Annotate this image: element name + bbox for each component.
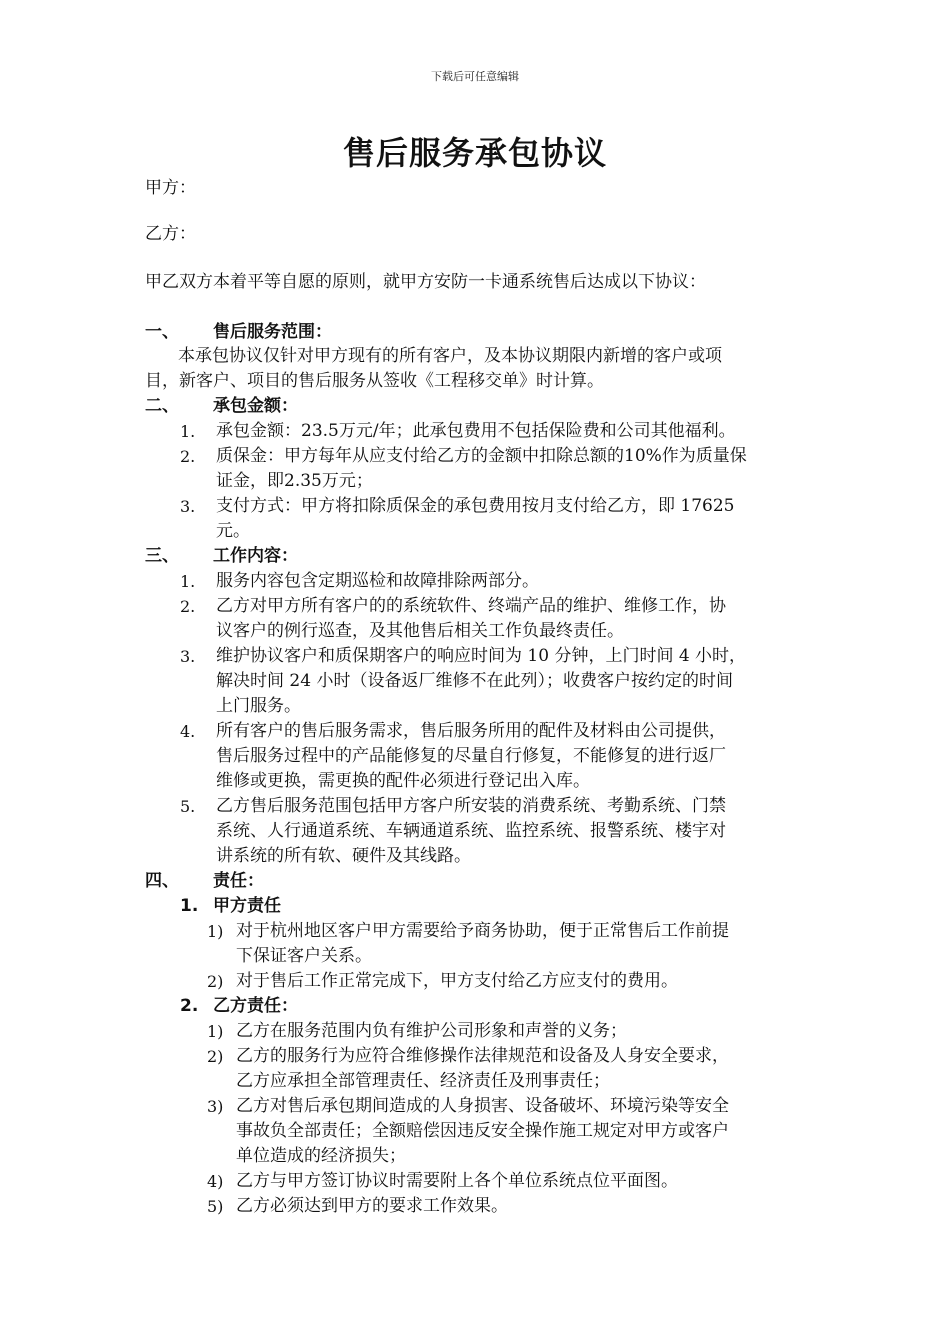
list-item-number: 5) [207, 1197, 224, 1216]
list-item-text: 对于杭州地区客户甲方需要给予商务协助，便于正常售后工作前提 [236, 921, 729, 941]
list-item-text: 下保证客户关系。 [236, 946, 372, 966]
party-a-label: 甲方： [145, 178, 196, 198]
list-item-text: 所有客户的售后服务需求，售后服务所用的配件及材料由公司提供， [216, 721, 726, 741]
subsection-2-number: 2. [180, 996, 199, 1016]
list-item-text: 对于售后工作正常完成下，甲方支付给乙方应支付的费用。 [236, 971, 678, 991]
list-item-number: 3. [180, 647, 196, 666]
subsection-1-heading: 甲方责任 [213, 896, 281, 916]
list-item-text: 维护协议客户和质保期客户的响应时间为 10 分钟，上门时间 4 小时， [216, 646, 747, 666]
list-item-text: 支付方式：甲方将扣除质保金的承包费用按月支付给乙方，即 17625 [216, 496, 735, 516]
section-4-number: 四、 [145, 871, 179, 891]
list-item-number: 3. [180, 497, 196, 516]
list-item-text: 承包金额：23.5万元/年；此承包费用不包括保险费和公司其他福利。 [216, 421, 736, 441]
section-3-number: 三、 [145, 546, 179, 566]
list-item-text: 讲系统的所有软、硬件及其线路。 [216, 846, 471, 866]
list-item-text: 乙方对甲方所有客户的的系统软件、终端产品的维护、维修工作，协 [216, 596, 726, 616]
page-title: 售后服务承包协议 [342, 134, 607, 172]
list-item-number: 4) [207, 1172, 224, 1191]
subsection-1-number: 1. [180, 896, 199, 916]
subsection-2-heading: 乙方责任： [213, 996, 298, 1016]
list-item-text: 乙方与甲方签订协议时需要附上各个单位系统点位平面图。 [236, 1171, 678, 1191]
list-item-text: 维修或更换，需更换的配件必须进行登记出入库。 [216, 771, 590, 791]
list-item-text: 事故负全部责任；全额赔偿因违反安全操作施工规定对甲方或客户 [236, 1121, 729, 1141]
list-item-text: 议客户的例行巡查，及其他售后相关工作负最终责任。 [216, 621, 624, 641]
list-item-text: 乙方售后服务范围包括甲方客户所安装的消费系统、考勤系统、门禁 [216, 796, 726, 816]
section-1-text-line: 本承包协议仅针对甲方现有的所有客户，及本协议期限内新增的客户或项 [178, 346, 722, 366]
list-item-text: 上门服务。 [216, 696, 301, 716]
list-item-text: 元。 [216, 521, 250, 541]
list-item-number: 1. [180, 422, 196, 441]
section-4-heading: 责任： [213, 871, 264, 891]
list-item-text: 服务内容包含定期巡检和故障排除两部分。 [216, 571, 539, 591]
list-item-text: 乙方应承担全部管理责任、经济责任及刑事责任； [236, 1071, 610, 1091]
list-item-number: 2) [207, 1047, 224, 1066]
list-item-text: 单位造成的经济损失； [236, 1146, 406, 1166]
intro-paragraph: 甲乙双方本着平等自愿的原则，就甲方安防一卡通系统售后达成以下协议： [145, 272, 706, 292]
section-1-heading: 售后服务范围： [213, 322, 332, 342]
header-note: 下载后可任意编辑 [431, 70, 519, 83]
list-item-number: 4. [180, 722, 196, 741]
section-1-number: 一、 [145, 322, 179, 342]
list-item-number: 1) [207, 922, 224, 941]
section-1-text-line: 目，新客户、项目的售后服务从签收《工程移交单》时计算。 [145, 371, 604, 391]
list-item-number: 2. [180, 447, 196, 466]
list-item-text: 解决时间 24 小时（设备返厂维修不在此列）；收费客户按约定的时间 [216, 671, 733, 691]
section-2-number: 二、 [145, 396, 179, 416]
list-item-text: 乙方的服务行为应符合维修操作法律规范和设备及人身安全要求， [236, 1046, 729, 1066]
list-item-number: 2. [180, 597, 196, 616]
list-item-text: 售后服务过程中的产品能修复的尽量自行修复，不能修复的进行返厂 [216, 746, 726, 766]
list-item-text: 证金，即2.35万元； [216, 471, 373, 491]
list-item-number: 1. [180, 572, 196, 591]
list-item-number: 1) [207, 1022, 224, 1041]
list-item-number: 5. [180, 797, 196, 816]
section-2-heading: 承包金额： [213, 396, 298, 416]
list-item-text: 乙方必须达到甲方的要求工作效果。 [236, 1196, 508, 1216]
party-b-label: 乙方： [145, 224, 196, 244]
list-item-number: 3) [207, 1097, 224, 1116]
list-item-text: 乙方在服务范围内负有维护公司形象和声誉的义务； [236, 1021, 627, 1041]
list-item-text: 质保金：甲方每年从应支付给乙方的金额中扣除总额的10%作为质量保 [216, 446, 747, 466]
list-item-text: 乙方对售后承包期间造成的人身损害、设备破坏、环境污染等安全 [236, 1096, 729, 1116]
list-item-text: 系统、人行通道系统、车辆通道系统、监控系统、报警系统、楼宇对 [216, 821, 726, 841]
list-item-number: 2) [207, 972, 224, 991]
section-3-heading: 工作内容： [213, 546, 298, 566]
